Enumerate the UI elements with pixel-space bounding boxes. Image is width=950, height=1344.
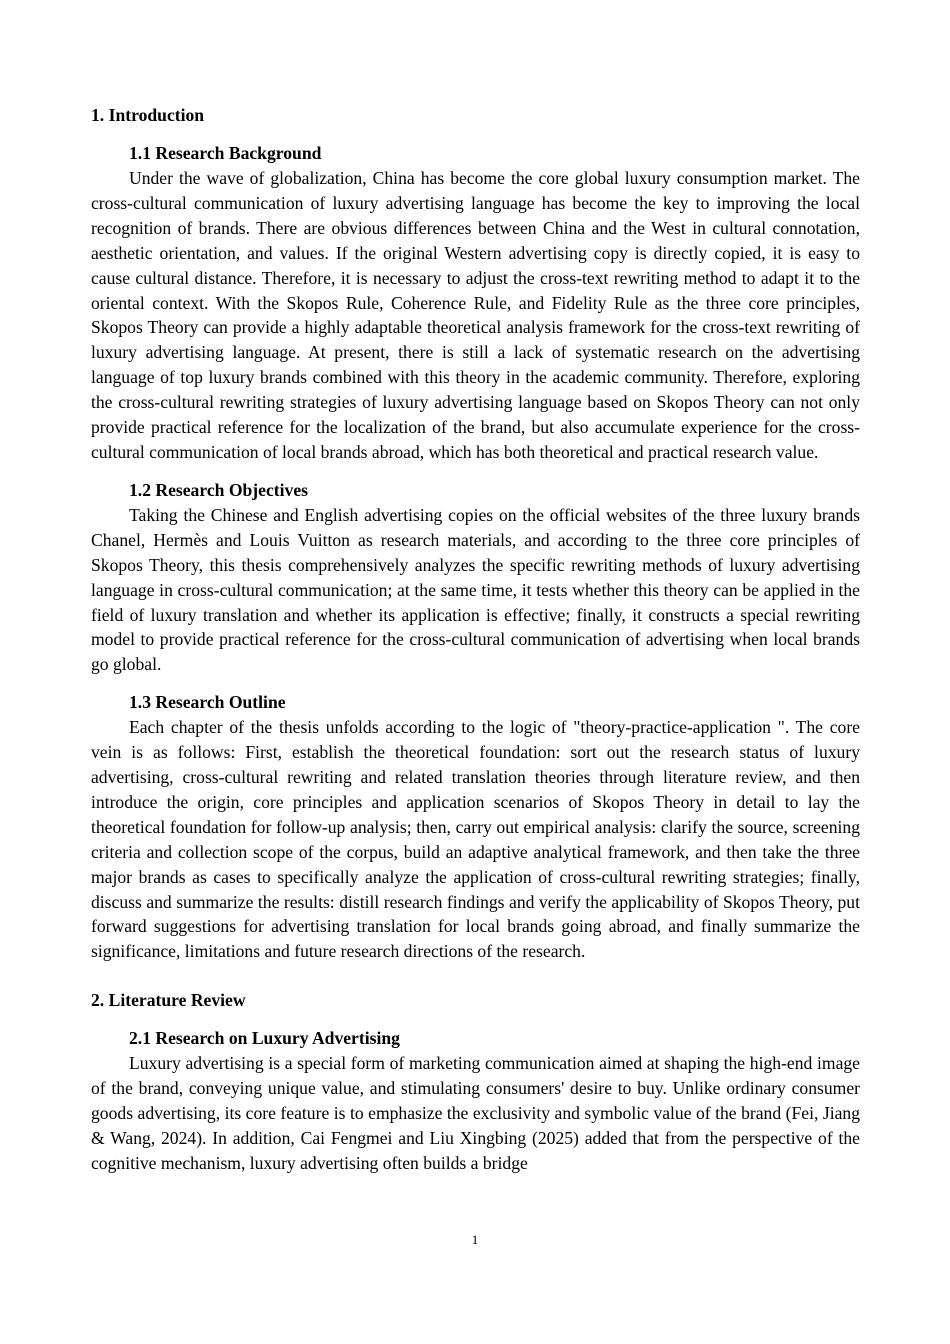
subsection-heading-research-objectives: 1.2 Research Objectives [129, 479, 308, 500]
paragraph-research-background: Under the wave of globalization, China has become the core global luxury consumption market. The cross-cultural communication of luxury advertising language has become the key to improving the local recognition of brands. There are obvious differences between China and the West in cultural connotation, aesthetic orientation, and values. If the original Western advertising copy is directly copied, it is easy to cause cultural distance. Therefore, it is necessary to adjust the cross-text rewriting method to adapt it to the oriental context. With the Skopos Rule, Coherence Rule, and Fidelity Rule as the three core principles, Skopos Theory can provide a highly adaptable theoretical analysis framework for the cross-text rewriting of luxury advertising language. At present, there is still a lack of systematic research on the advertising language of top luxury brands combined with this theory in the academic community. Therefore, exploring the cross-cultural rewriting strategies of luxury advertising language based on Skopos Theory can not only provide practical reference for the localization of the brand, but also accumulate experience for the cross-cultural communication of local brands abroad, which has both theoretical and practical research value. [91, 168, 860, 462]
paragraph-luxury-advertising: Luxury advertising is a special form of marketing communication aimed at shaping the high-end image of the brand, conveying unique value, and stimulating consumers' desire to buy. Unlike ordinary consumer goods advertising, its core feature is to emphasize the exclusivity and symbolic value of the brand (Fei, Jiang & Wang, 2024). In addition, Cai Fengmei and Liu Xingbing (2025) added that from the perspective of the cognitive mechanism, luxury advertising often builds a bridge [91, 1053, 860, 1173]
subsection-heading-research-outline: 1.3 Research Outline [129, 692, 286, 713]
page-number: 1 [471, 1232, 479, 1247]
section-heading-literature-review: 2. Literature Review [91, 990, 246, 1011]
document-page [91, 103, 860, 1176]
paragraph-research-outline: Each chapter of the thesis unfolds according to the logic of "theory-practice-application ". The core vein is as follows: First, establish the theoretical foundation: sort out the research status of luxury advertising, cross-cultural rewriting and related translation theories through literature review, and then introduce the origin, core principles and application scenarios of Skopos Theory in detail to lay the theoretical foundation for follow-up analysis; then, carry out empirical analysis: clarify the source, screening criteria and collection scope of the corpus, build an adaptive analytical framework, and then take the three major brands as cases to specifically analyze the application of cross-cultural rewriting strategies; finally, discuss and summarize the results: distill research findings and verify the applicability of Skopos Theory, put forward suggestions for advertising translation for local brands going abroad, and finally summarize the significance, limitations and future research directions of the research. [91, 717, 860, 962]
subsection-heading-luxury-advertising: 2.1 Research on Luxury Advertising [129, 1028, 400, 1049]
subsection-heading-research-background: 1.1 Research Background [129, 143, 322, 163]
paragraph-research-objectives: Taking the Chinese and English advertising copies on the official websites of the three luxury brands Chanel, Hermès and Louis Vuitton as research materials, and according to the three core principles of Skopos Theory, this thesis comprehensively analyzes the specific rewriting methods of luxury advertising language in cross-cultural communication; at the same time, it tests whether this theory can be applied in the field of luxury translation and whether its application is effective; finally, it constructs a special rewriting model to provide practical reference for the cross-cultural communication of advertising when local brands go global. [91, 504, 860, 675]
section-heading-introduction: 1. Introduction [91, 105, 205, 125]
